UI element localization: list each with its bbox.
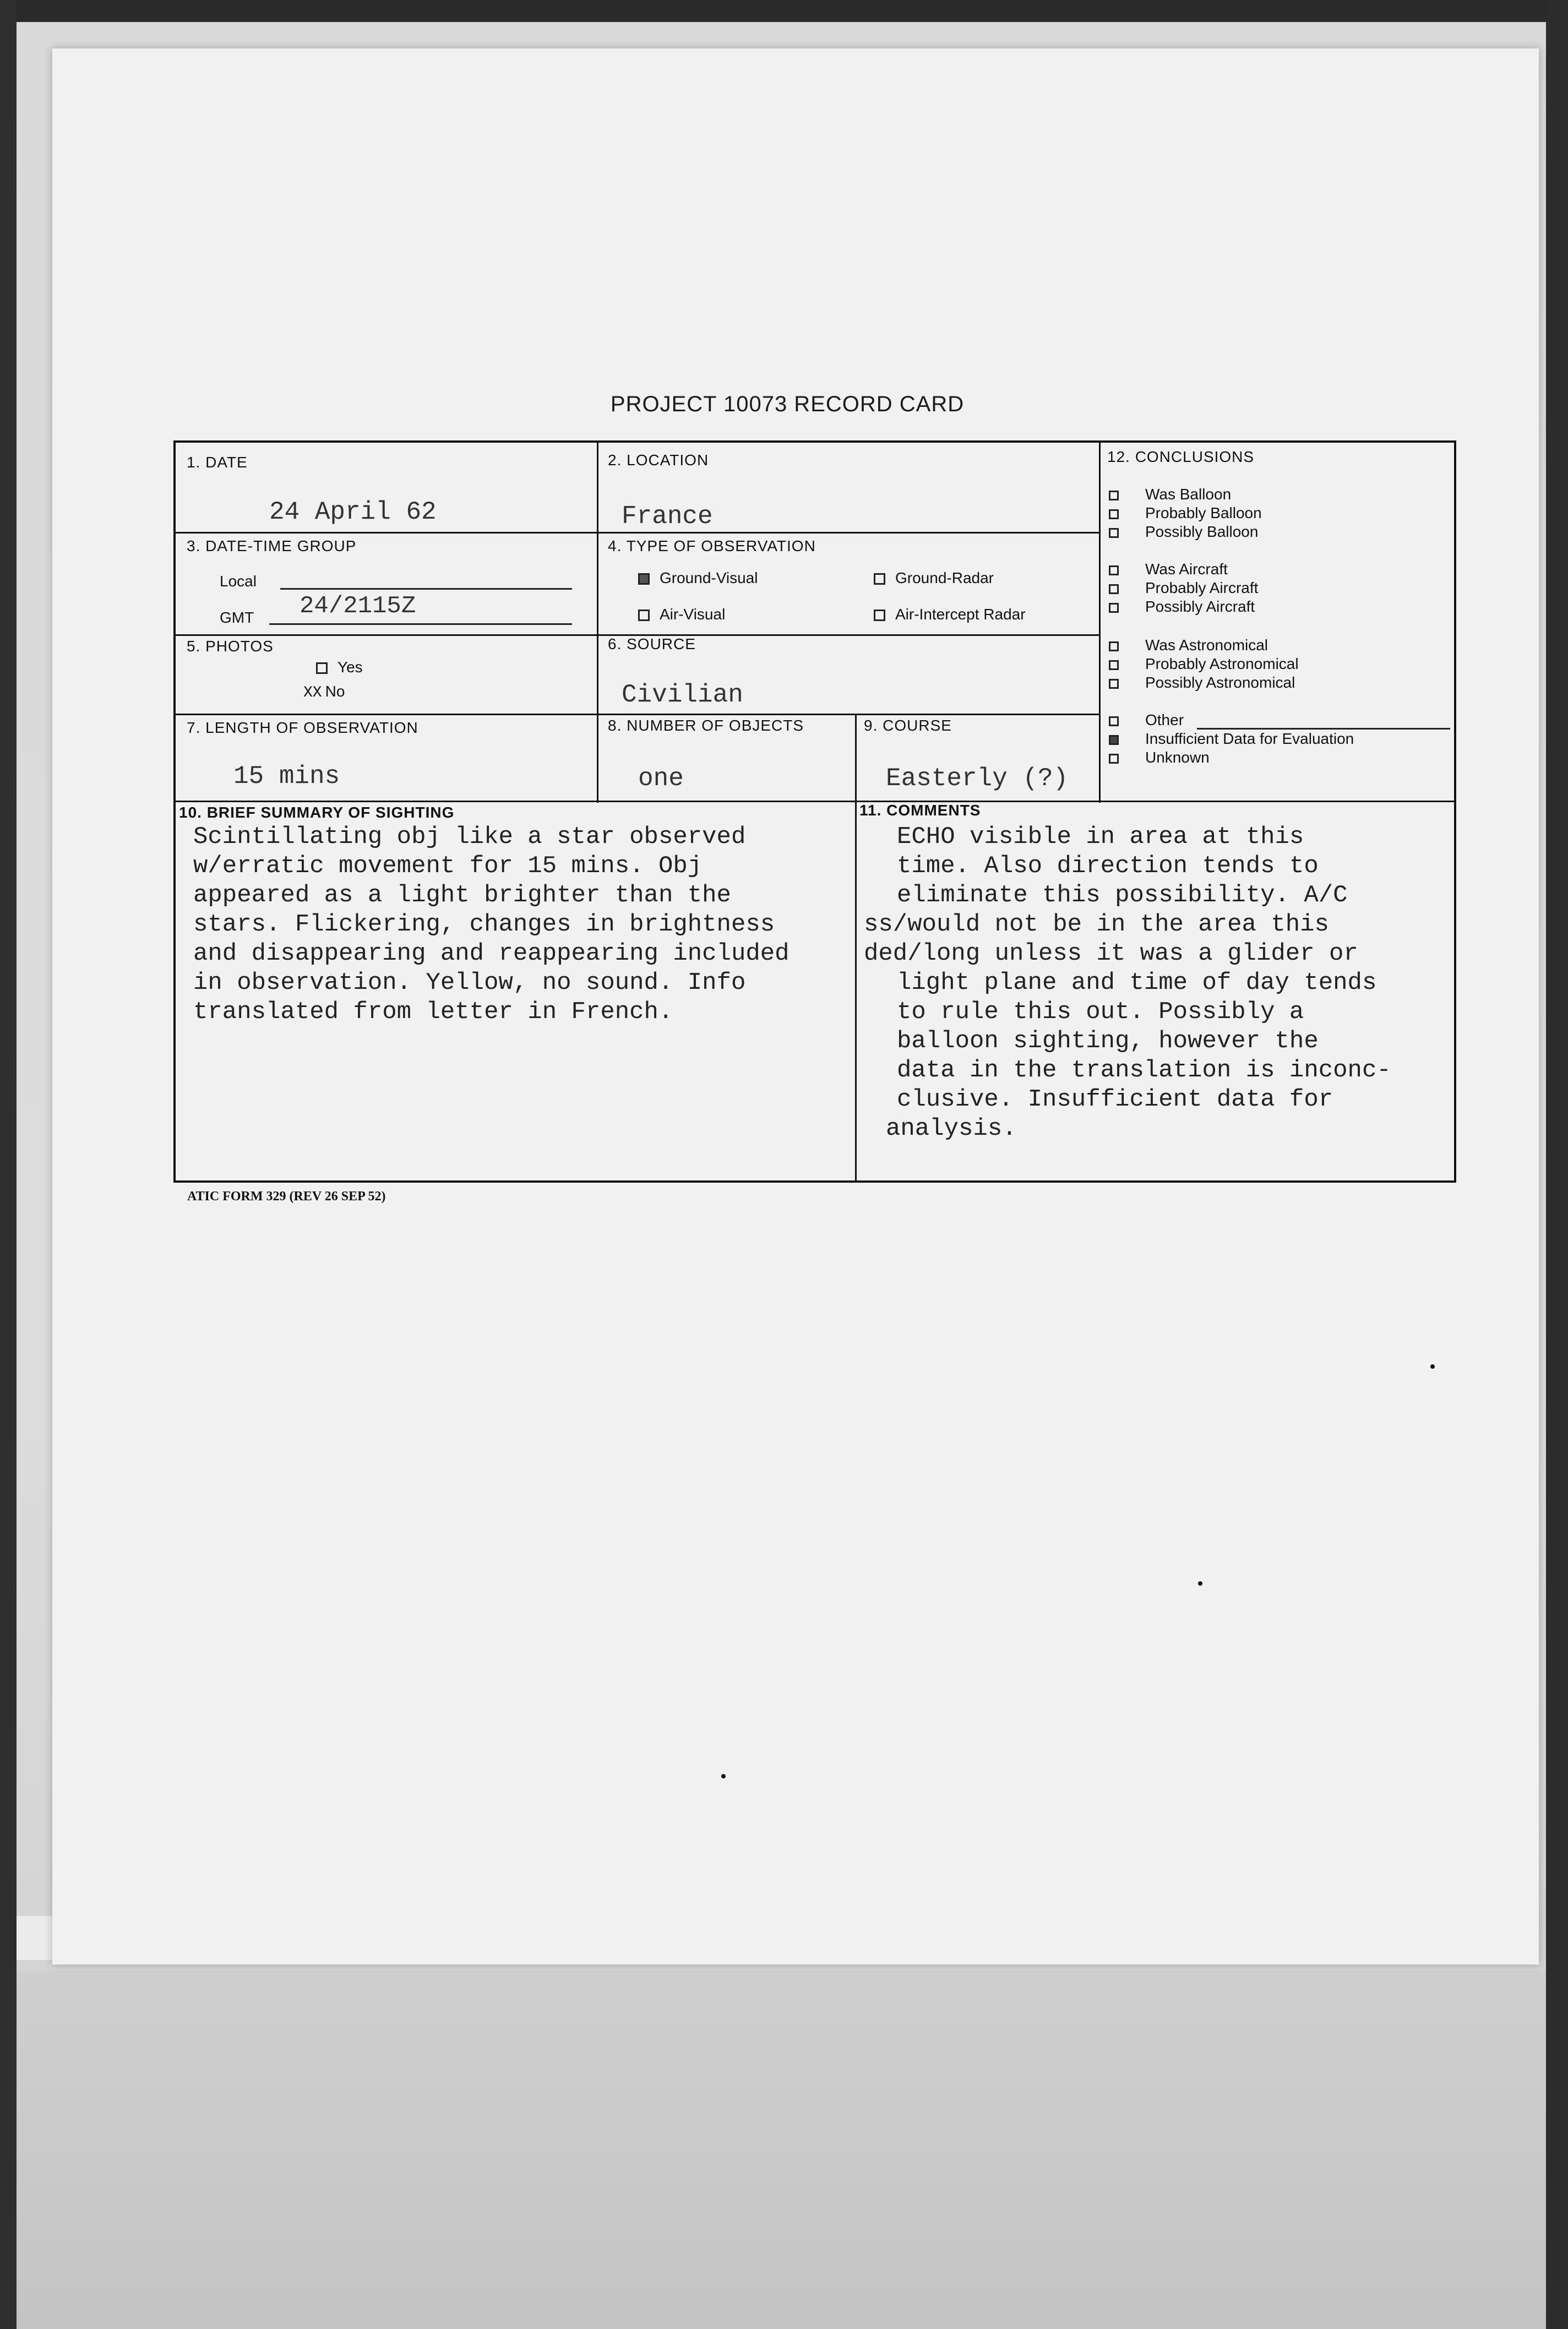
checkbox-icon	[1109, 509, 1119, 519]
comment-line: time. Also direction tends to	[897, 852, 1319, 880]
obs-ground-radar	[874, 569, 994, 587]
summary-line: translated from letter in French.	[193, 998, 673, 1026]
speck	[1430, 1364, 1435, 1369]
obs-air-intercept	[874, 606, 1026, 623]
conclusion-item	[1109, 486, 1231, 503]
summary-line: Scintillating obj like a star observed	[193, 823, 746, 851]
comments-text	[864, 823, 1447, 1144]
scan-edge-top	[0, 0, 1568, 22]
divider-col-b	[1099, 443, 1101, 803]
divider-summary-comments	[855, 801, 857, 1183]
num-objects-label: 8. NUMBER OF OBJECTS	[608, 717, 804, 734]
conclusion-item	[1109, 636, 1268, 654]
obs-ground-visual	[638, 569, 758, 587]
checked-box-icon	[1109, 735, 1119, 745]
conclusion-item	[1109, 561, 1228, 578]
checkbox-icon	[1109, 528, 1119, 538]
scan-bottom-strip	[0, 1971, 1568, 2329]
comment-line: analysis.	[886, 1115, 1017, 1142]
conclusion-item-label: Possibly Astronomical	[1145, 674, 1295, 691]
conclusion-item-label: Was Aircraft	[1145, 561, 1228, 578]
checkbox-icon	[874, 573, 885, 585]
checkbox-icon	[1109, 754, 1119, 764]
photos-yes	[316, 659, 363, 676]
obs-air-intercept-label: Air-Intercept Radar	[895, 606, 1026, 623]
summary-line: appeared as a light brighter than the	[193, 881, 731, 909]
comment-line: light plane and time of day tends	[897, 969, 1377, 997]
checkbox-icon	[1109, 491, 1119, 500]
conclusion-item-label: Probably Aircraft	[1145, 579, 1259, 596]
photos-label: 5. PHOTOS	[187, 638, 274, 655]
comment-line: ss/would not be in the area this	[864, 911, 1329, 938]
conclusions-label: 12. CONCLUSIONS	[1107, 448, 1255, 465]
conclusion-item-label: Insufficient Data for Evaluation	[1145, 730, 1354, 747]
source-label: 6. SOURCE	[608, 635, 696, 652]
divider-row-1	[176, 532, 1099, 534]
checkbox-icon	[1109, 679, 1119, 689]
conclusion-item-label: Other	[1145, 711, 1184, 728]
conclusion-item	[1109, 749, 1210, 766]
checkbox-icon	[1109, 584, 1119, 594]
photos-no-label: No	[325, 683, 345, 700]
conclusion-item	[1109, 655, 1299, 673]
conclusion-item	[1109, 523, 1258, 541]
conclusion-item-label: Unknown	[1145, 749, 1210, 766]
obs-ground-radar-label: Ground-Radar	[895, 569, 994, 586]
conclusion-item	[1109, 579, 1258, 597]
conclusion-item	[1109, 730, 1354, 748]
checkbox-icon	[1109, 641, 1119, 651]
speck	[721, 1774, 726, 1778]
speck	[1198, 1581, 1202, 1586]
date-value: 24 April 62	[269, 498, 437, 526]
location-label: 2. LOCATION	[608, 451, 709, 469]
checked-box-icon	[638, 573, 650, 585]
obs-air-visual	[638, 606, 725, 623]
conclusion-item-label: Was Balloon	[1145, 486, 1232, 503]
conclusion-item	[1109, 598, 1255, 616]
checkbox-icon	[316, 662, 328, 674]
conclusion-item	[1109, 711, 1184, 729]
length-value: 15 mins	[233, 762, 340, 791]
other-underline	[1197, 728, 1450, 730]
form-footer: ATIC FORM 329 (REV 26 SEP 52)	[187, 1189, 386, 1204]
checkbox-icon	[1109, 603, 1119, 613]
summary-line: and disappearing and reappearing included	[193, 940, 790, 967]
num-objects-value: one	[638, 764, 684, 793]
divider-row-3	[176, 714, 1099, 715]
photos-no	[303, 683, 345, 701]
course-value: Easterly (?)	[886, 764, 1069, 793]
length-label: 7. LENGTH OF OBSERVATION	[187, 719, 418, 736]
checkbox-icon	[638, 610, 650, 621]
course-label: 9. COURSE	[864, 717, 952, 734]
conclusion-item-label: Was Astronomical	[1145, 636, 1268, 654]
summary-line: in observation. Yellow, no sound. Info	[193, 969, 746, 997]
photos-no-mark: XX	[303, 684, 322, 701]
photos-yes-label: Yes	[337, 659, 363, 676]
record-card	[173, 440, 1456, 1183]
gmt-underline	[269, 623, 572, 625]
local-label: Local	[220, 573, 257, 590]
gmt-label: GMT	[220, 609, 254, 626]
conclusion-item	[1109, 674, 1295, 692]
comment-line: eliminate this possibility. A/C	[897, 881, 1348, 909]
conclusion-item-label: Possibly Balloon	[1145, 523, 1259, 540]
comment-line: ECHO visible in area at this	[897, 823, 1304, 851]
divider-row-4	[176, 801, 1456, 802]
local-underline	[280, 588, 572, 590]
conclusion-item-label: Probably Balloon	[1145, 504, 1262, 521]
conclusion-item-label: Probably Astronomical	[1145, 655, 1299, 672]
checkbox-icon	[1109, 660, 1119, 670]
comment-line: ded/long unless it was a glider or	[864, 940, 1358, 967]
comment-line: clusive. Insufficient data for	[897, 1086, 1333, 1113]
conclusion-item	[1109, 504, 1262, 522]
scan-edge-right	[1546, 0, 1568, 2329]
location-value: France	[622, 502, 713, 531]
divider-col-a	[597, 443, 598, 803]
checkbox-icon	[1109, 716, 1119, 726]
summary-text	[193, 823, 790, 1027]
checkbox-icon	[874, 610, 885, 621]
conclusion-item-label: Possibly Aircraft	[1145, 598, 1255, 615]
scan-edge-left	[0, 0, 17, 2329]
date-label: 1. DATE	[187, 454, 248, 471]
source-value: Civilian	[622, 681, 743, 709]
obs-air-visual-label: Air-Visual	[660, 606, 726, 623]
observation-type-label: 4. TYPE OF OBSERVATION	[608, 537, 816, 554]
card-title: PROJECT 10073 RECORD CARD	[610, 392, 965, 416]
divider-col-course	[855, 714, 857, 802]
obs-ground-visual-label: Ground-Visual	[660, 569, 758, 586]
summary-label: 10. BRIEF SUMMARY OF SIGHTING	[179, 804, 455, 821]
gmt-value: 24/2115Z	[300, 592, 416, 620]
comment-line: data in the translation is inconc-	[897, 1057, 1391, 1084]
summary-line: stars. Flickering, changes in brightness	[193, 911, 775, 938]
comment-line: balloon sighting, however the	[897, 1027, 1319, 1055]
summary-line: w/erratic movement for 15 mins. Obj	[193, 852, 703, 880]
datetime-group-label: 3. DATE-TIME GROUP	[187, 537, 357, 554]
checkbox-icon	[1109, 565, 1119, 575]
comment-line: to rule this out. Possibly a	[897, 998, 1304, 1026]
comments-label: 11. COMMENTS	[859, 802, 981, 819]
